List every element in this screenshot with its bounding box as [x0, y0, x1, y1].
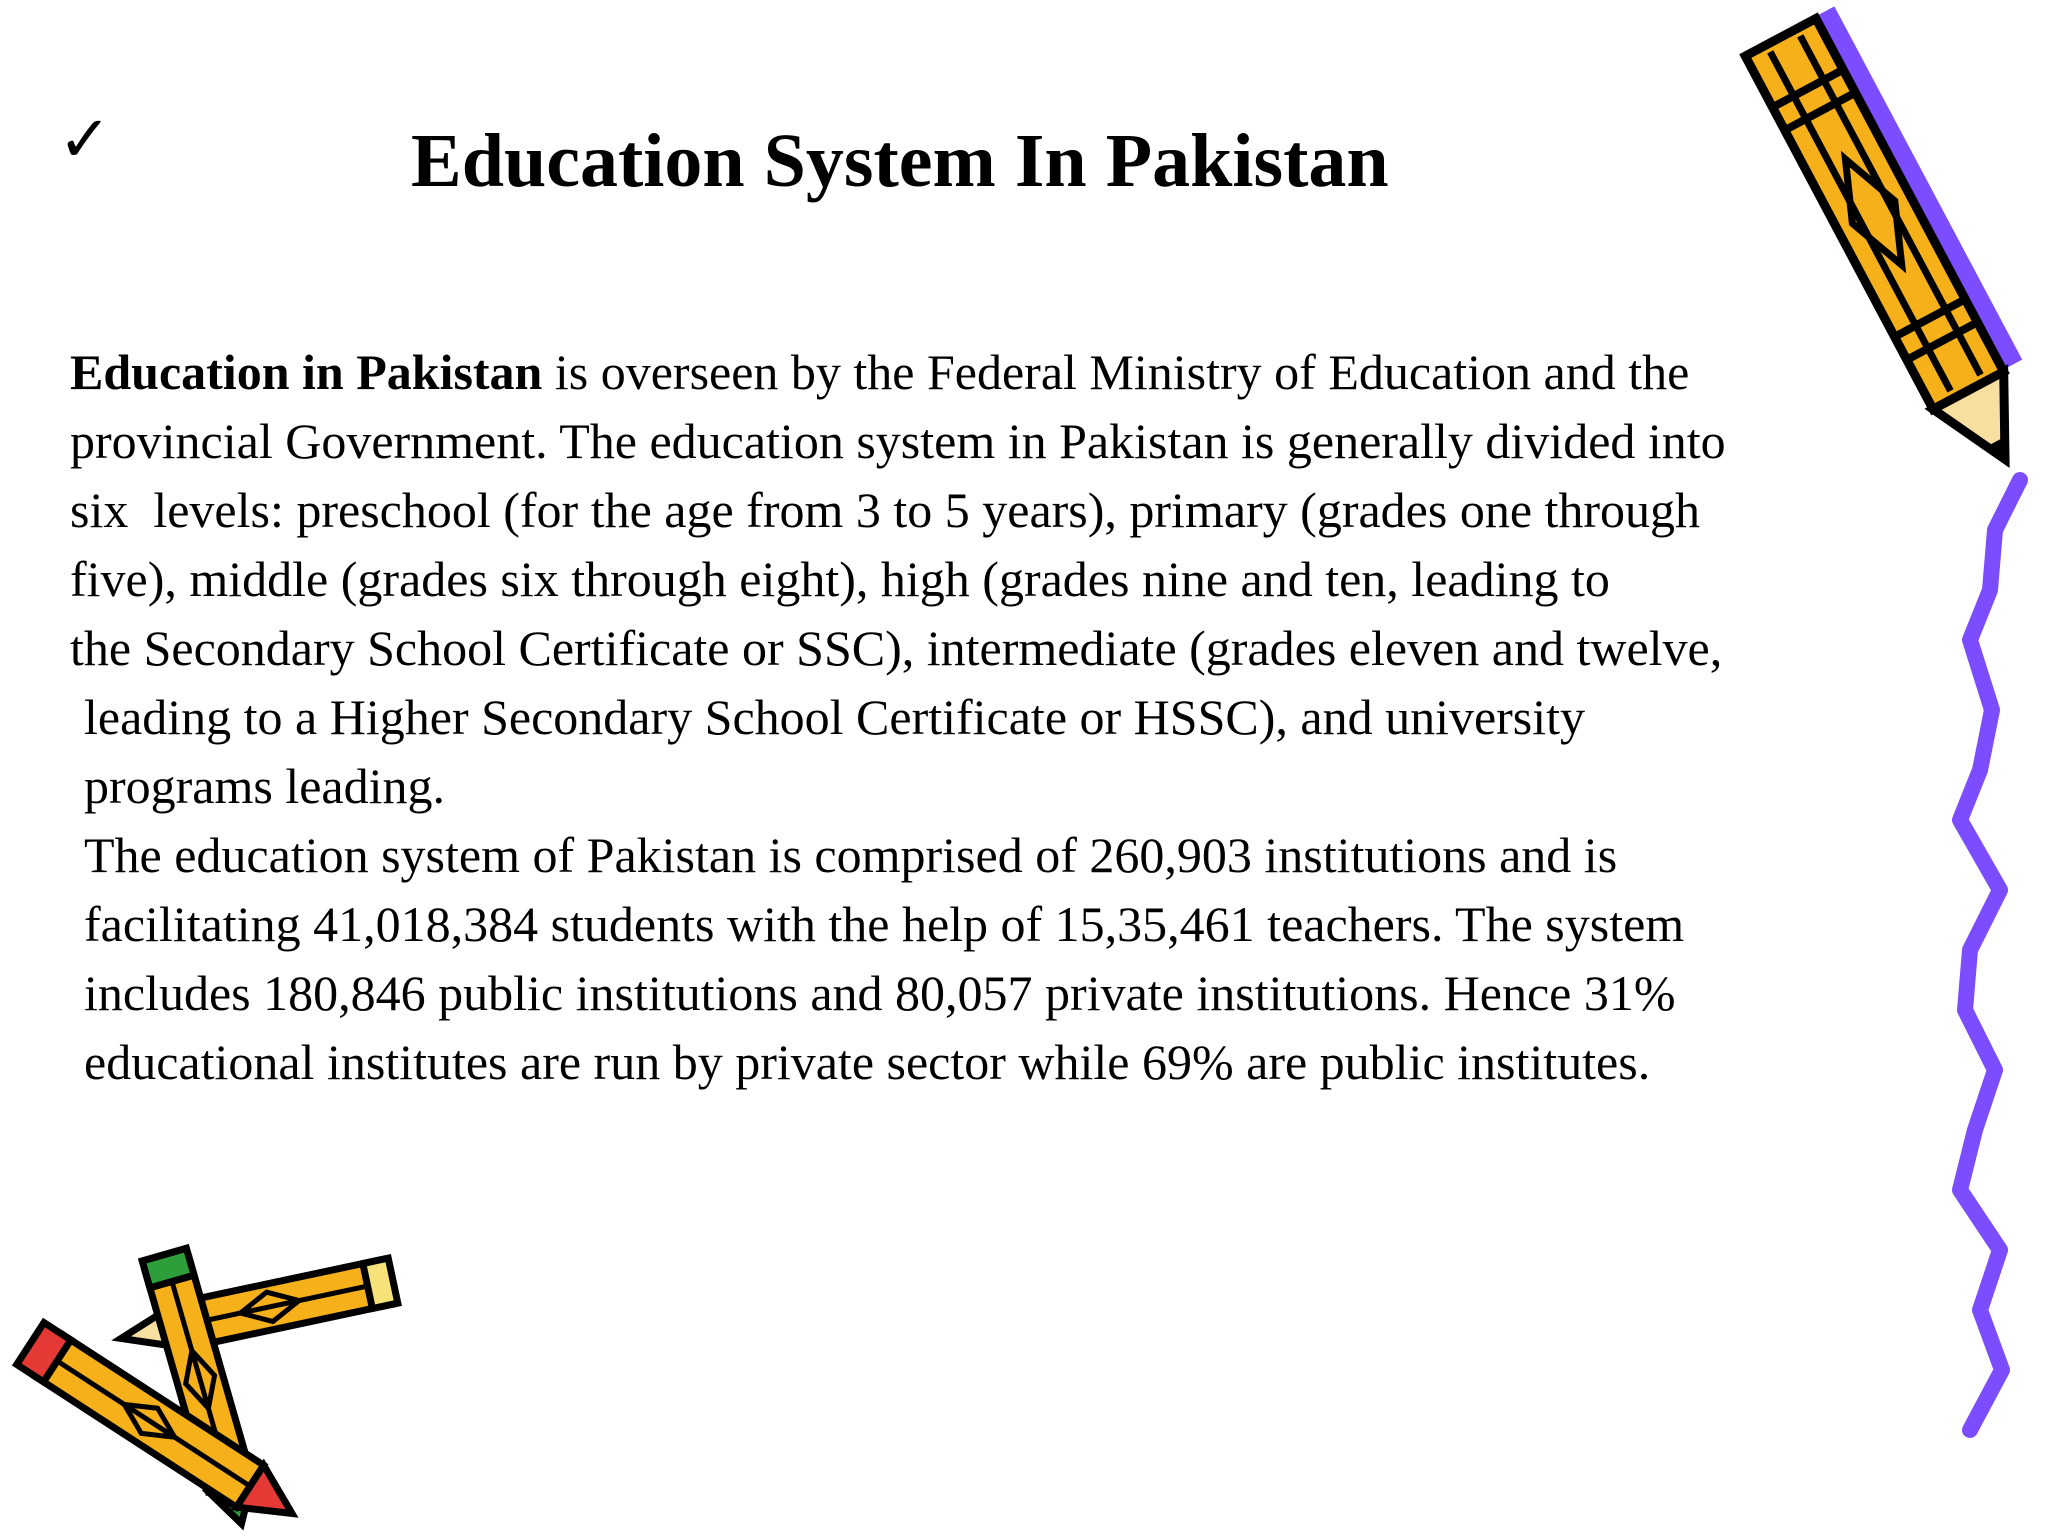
paragraph-1-line-6: leading to a Higher Secondary School Certificate or HSSC), and university — [84, 689, 1586, 745]
pencil-icon — [1720, 0, 2048, 500]
squiggle-line — [1940, 470, 2048, 1450]
slide-title: Education System In Pakistan — [411, 119, 1389, 203]
paragraph-1-line-3: six levels: preschool (for the age from 3 to 5 years), primary (grades one through — [70, 482, 1701, 538]
paragraph-1-line-7: programs leading. — [84, 758, 446, 814]
paragraph-1-line-5: the Secondary School Certificate or SSC), intermediate (grades eleven and twelve, — [70, 620, 1723, 676]
slide-body — [70, 338, 1970, 1097]
paragraph-2-line-2: facilitating 41,018,384 students with the help of 15,35,461 teachers. The system — [84, 896, 1685, 952]
lead-bold-text: Education in Pakistan — [70, 344, 543, 400]
paragraph-1-line-2: provincial Government. The education system in Pakistan is generally divided into — [70, 413, 1726, 469]
paragraph-2-line-1: The education system of Pakistan is comprised of 260,903 institutions and is — [84, 827, 1618, 883]
paragraph-1-line-4: five), middle (grades six through eight), high (grades nine and ten, leading to — [70, 551, 1610, 607]
paragraph-2-line-4: educational institutes are run by private sector while 69% are public institutes. — [84, 1034, 1651, 1090]
paragraph-2 — [70, 821, 1970, 1097]
paragraph-1 — [70, 338, 1970, 821]
crossed-pencils-icon — [0, 1230, 420, 1536]
paragraph-2-line-3: includes 180,846 public institutions and 80,057 private institutions. Hence 31% — [84, 965, 1676, 1021]
paragraph-1-line-1 — [70, 338, 1970, 407]
checkmark-icon: ✓ — [58, 103, 112, 177]
line-1-rest: is overseen by the Federal Ministry of Education and the — [542, 344, 1690, 400]
